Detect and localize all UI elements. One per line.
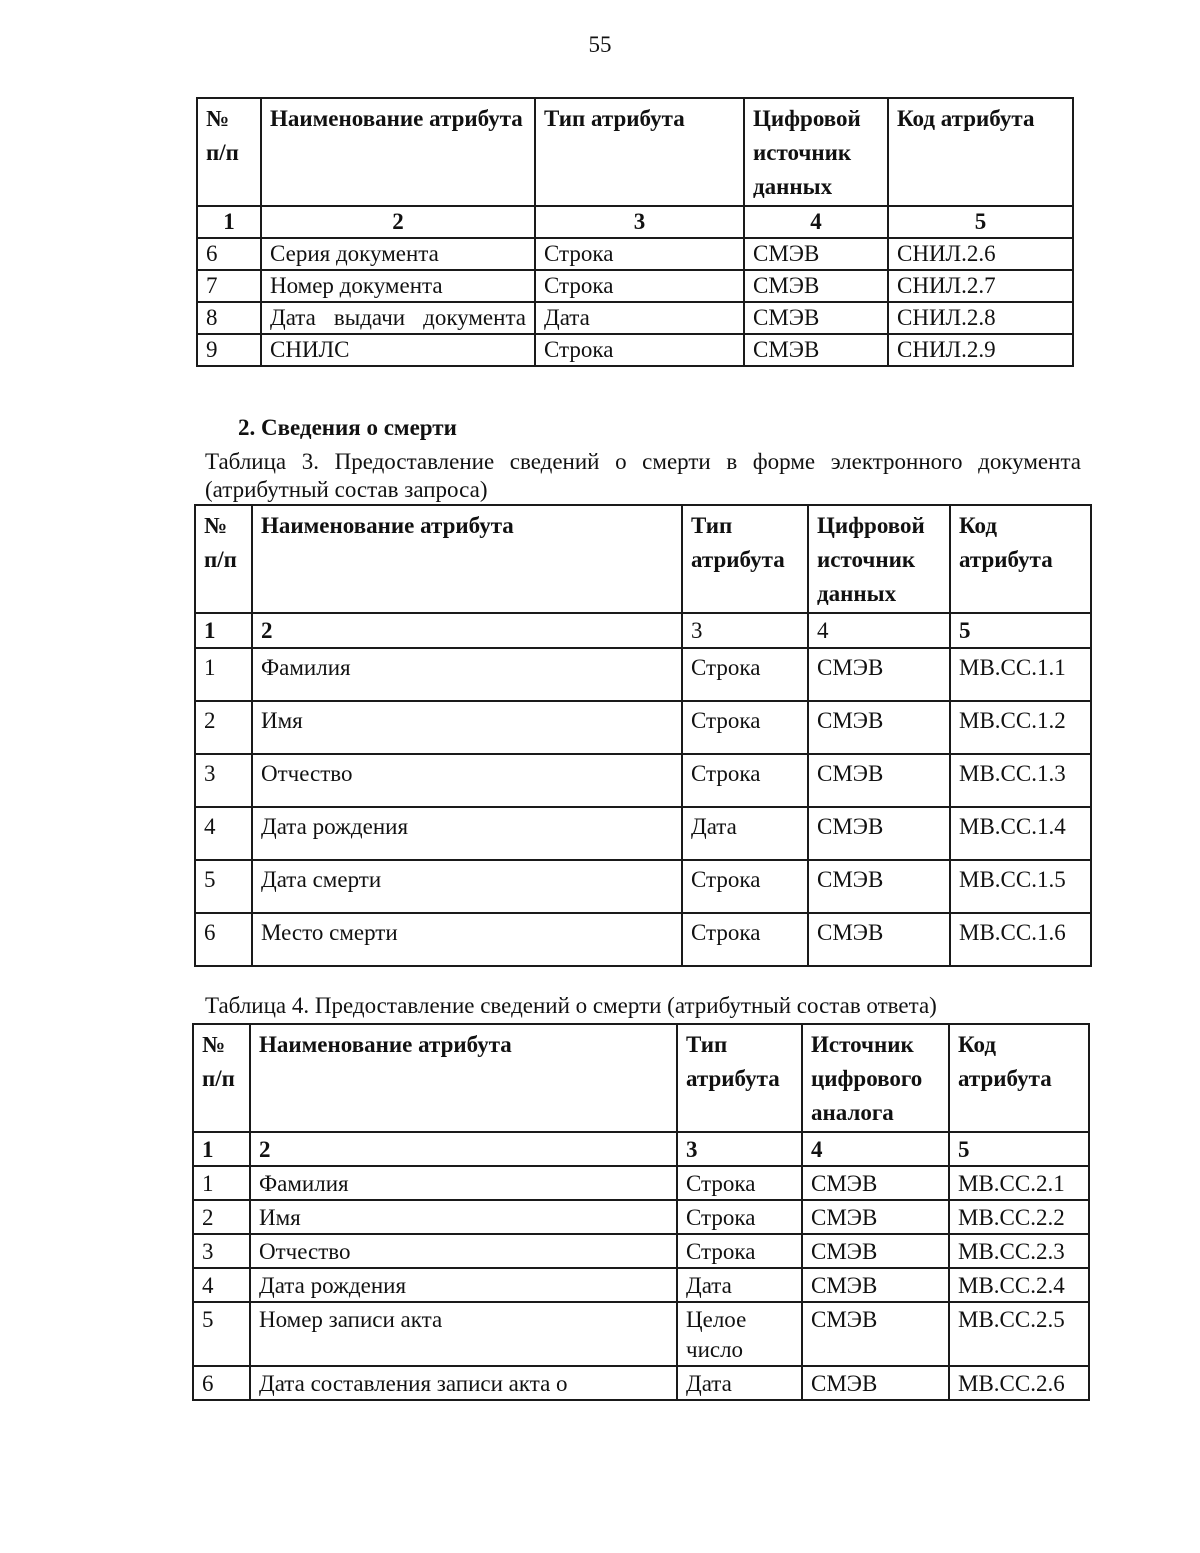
cell-data-source: СМЭВ — [808, 701, 950, 754]
header-digital-analog-source: Источник цифрового аналога — [802, 1024, 949, 1132]
cell-attribute-type: Дата — [535, 302, 744, 334]
section-heading: 2. Сведения о смерти — [238, 415, 457, 440]
cell-attribute-code: СНИЛ.2.7 — [888, 270, 1073, 302]
table-caption: Таблица 3. Предоставление сведений о смерти в форме электронного документа (атрибутный состав запроса) — [205, 449, 1081, 502]
cell-attribute-type: Строка — [682, 913, 808, 966]
cell-attribute-type: Строка — [682, 754, 808, 807]
cell-data-source: СМЭВ — [808, 913, 950, 966]
cell-attribute-code: МВ.СС.1.2 — [950, 701, 1091, 754]
attribute-table-1 — [196, 97, 1074, 367]
cell-attribute-type: Строка — [535, 238, 744, 270]
cell-attribute-name: Дата составления записи акта о — [250, 1366, 677, 1400]
column-number: 4 — [808, 613, 950, 648]
cell-attribute-code: СНИЛ.2.9 — [888, 334, 1073, 366]
header-number: № п/п — [193, 1024, 250, 1132]
attribute-table-4 — [192, 1023, 1090, 1401]
cell-attribute-type: Дата — [682, 807, 808, 860]
column-number-row — [193, 1132, 1089, 1166]
cell-attribute-name: Отчество — [252, 754, 682, 807]
cell-attribute-code: МВ.СС.1.6 — [950, 913, 1091, 966]
cell-number: 5 — [193, 1302, 250, 1366]
table-header-row — [197, 98, 1073, 206]
cell-attribute-type: Строка — [535, 334, 744, 366]
cell-data-source: СМЭВ — [744, 302, 888, 334]
column-number: 4 — [744, 206, 888, 238]
cell-number: 9 — [197, 334, 261, 366]
cell-attribute-name: Отчество — [250, 1234, 677, 1268]
column-number: 2 — [252, 613, 682, 648]
cell-attribute-name: Номер записи акта — [250, 1302, 677, 1366]
table-row — [193, 1234, 1089, 1268]
header-attribute-type: Тип атрибута — [677, 1024, 802, 1132]
table-row — [197, 302, 1073, 334]
table-row — [193, 1166, 1089, 1200]
cell-data-source: СМЭВ — [802, 1166, 949, 1200]
cell-number: 8 — [197, 302, 261, 334]
column-number: 5 — [950, 613, 1091, 648]
column-number: 2 — [250, 1132, 677, 1166]
column-number: 5 — [949, 1132, 1089, 1166]
cell-attribute-code: МВ.СС.1.3 — [950, 754, 1091, 807]
cell-data-source: СМЭВ — [808, 648, 950, 701]
attribute-table-3 — [194, 504, 1092, 967]
cell-number: 6 — [195, 913, 252, 966]
table-row — [195, 648, 1091, 701]
cell-attribute-type: Строка — [677, 1234, 802, 1268]
cell-attribute-type: Целое число — [677, 1302, 802, 1366]
cell-attribute-type: Дата — [677, 1268, 802, 1302]
table-row — [193, 1302, 1089, 1366]
header-attribute-type: Тип атрибута — [682, 505, 808, 613]
table-row — [195, 701, 1091, 754]
cell-attribute-type: Дата — [677, 1366, 802, 1400]
table-row — [193, 1200, 1089, 1234]
column-number: 1 — [197, 206, 261, 238]
cell-attribute-type: Строка — [682, 701, 808, 754]
cell-attribute-type: Строка — [677, 1166, 802, 1200]
cell-attribute-type: Строка — [535, 270, 744, 302]
cell-attribute-code: МВ.СС.1.4 — [950, 807, 1091, 860]
table-row — [197, 334, 1073, 366]
header-number: № п/п — [195, 505, 252, 613]
header-attribute-name: Наименование атрибута — [261, 98, 535, 206]
cell-data-source: СМЭВ — [802, 1200, 949, 1234]
cell-data-source: СМЭВ — [808, 860, 950, 913]
cell-number: 3 — [195, 754, 252, 807]
cell-attribute-code: МВ.СС.2.6 — [949, 1366, 1089, 1400]
cell-number: 6 — [197, 238, 261, 270]
cell-attribute-code: МВ.СС.1.5 — [950, 860, 1091, 913]
cell-data-source: СМЭВ — [744, 238, 888, 270]
cell-attribute-name: Фамилия — [252, 648, 682, 701]
cell-attribute-code: СНИЛ.2.8 — [888, 302, 1073, 334]
cell-data-source: СМЭВ — [744, 334, 888, 366]
cell-attribute-name: Серия документа — [261, 238, 535, 270]
cell-number: 1 — [195, 648, 252, 701]
cell-data-source: СМЭВ — [802, 1302, 949, 1366]
header-attribute-name: Наименование атрибута — [250, 1024, 677, 1132]
header-data-source: Цифровой источник данных — [808, 505, 950, 613]
table-header-row — [193, 1024, 1089, 1132]
cell-attribute-code: МВ.СС.2.5 — [949, 1302, 1089, 1366]
table-row — [195, 754, 1091, 807]
cell-attribute-code: СНИЛ.2.6 — [888, 238, 1073, 270]
cell-attribute-type: Строка — [677, 1200, 802, 1234]
cell-attribute-name: Имя — [250, 1200, 677, 1234]
cell-attribute-code: МВ.СС.2.1 — [949, 1166, 1089, 1200]
table-row — [195, 807, 1091, 860]
header-attribute-code: Код атрибута — [888, 98, 1073, 206]
cell-attribute-code: МВ.СС.1.1 — [950, 648, 1091, 701]
cell-attribute-code: МВ.СС.2.4 — [949, 1268, 1089, 1302]
column-number: 5 — [888, 206, 1073, 238]
cell-attribute-name: Дата выдачи документа — [261, 302, 535, 334]
cell-data-source: СМЭВ — [802, 1234, 949, 1268]
cell-attribute-code: МВ.СС.2.3 — [949, 1234, 1089, 1268]
table-row — [193, 1268, 1089, 1302]
header-attribute-code: Код атрибута — [950, 505, 1091, 613]
cell-number: 6 — [193, 1366, 250, 1400]
cell-number: 2 — [195, 701, 252, 754]
column-number-row — [197, 206, 1073, 238]
header-data-source: Цифровой источник данных — [744, 98, 888, 206]
cell-attribute-code: МВ.СС.2.2 — [949, 1200, 1089, 1234]
cell-data-source: СМЭВ — [744, 270, 888, 302]
cell-attribute-type: Строка — [682, 860, 808, 913]
page-number: 55 — [588, 32, 612, 57]
column-number: 4 — [802, 1132, 949, 1166]
table-caption: Таблица 4. Предоставление сведений о смерти (атрибутный состав ответа) — [205, 993, 937, 1018]
cell-attribute-name: Дата рождения — [250, 1268, 677, 1302]
cell-attribute-name: СНИЛС — [261, 334, 535, 366]
cell-attribute-name: Номер документа — [261, 270, 535, 302]
table-row — [195, 913, 1091, 966]
cell-data-source: СМЭВ — [808, 754, 950, 807]
cell-attribute-name: Дата смерти — [252, 860, 682, 913]
column-number: 1 — [195, 613, 252, 648]
cell-attribute-name: Место смерти — [252, 913, 682, 966]
cell-attribute-name: Имя — [252, 701, 682, 754]
table-row — [197, 270, 1073, 302]
cell-attribute-type: Строка — [682, 648, 808, 701]
cell-number: 4 — [193, 1268, 250, 1302]
header-attribute-type: Тип атрибута — [535, 98, 744, 206]
cell-number: 4 — [195, 807, 252, 860]
cell-number: 5 — [195, 860, 252, 913]
column-number: 2 — [261, 206, 535, 238]
cell-number: 3 — [193, 1234, 250, 1268]
cell-attribute-name: Фамилия — [250, 1166, 677, 1200]
header-attribute-code: Код атрибута — [949, 1024, 1089, 1132]
table-row — [193, 1366, 1089, 1400]
cell-number: 7 — [197, 270, 261, 302]
column-number: 3 — [677, 1132, 802, 1166]
header-number: № п/п — [197, 98, 261, 206]
cell-number: 2 — [193, 1200, 250, 1234]
cell-attribute-name: Дата рождения — [252, 807, 682, 860]
table-row — [197, 238, 1073, 270]
cell-number: 1 — [193, 1166, 250, 1200]
column-number: 1 — [193, 1132, 250, 1166]
table-header-row — [195, 505, 1091, 613]
cell-data-source: СМЭВ — [802, 1268, 949, 1302]
table-row — [195, 860, 1091, 913]
column-number: 3 — [535, 206, 744, 238]
cell-data-source: СМЭВ — [802, 1366, 949, 1400]
column-number-row — [195, 613, 1091, 648]
cell-data-source: СМЭВ — [808, 807, 950, 860]
column-number: 3 — [682, 613, 808, 648]
header-attribute-name: Наименование атрибута — [252, 505, 682, 613]
